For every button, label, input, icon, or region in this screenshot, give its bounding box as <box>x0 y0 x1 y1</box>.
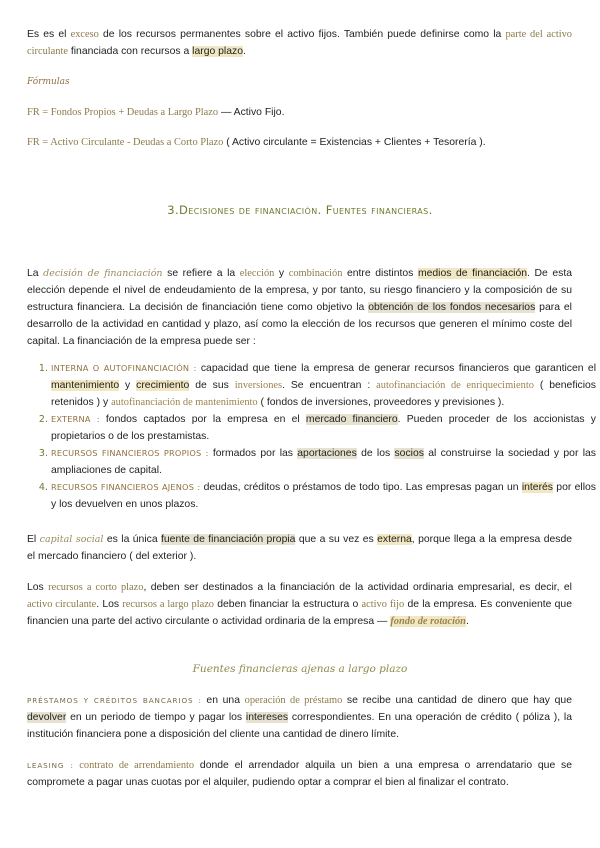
list-item-ajenos: 4. RECURSOS FINANCIEROS AJENOS : deudas, créditos o préstamos de todo tipo. Las empresas pagan un interés por ellos y los devuelven en unos plazos. <box>51 479 596 513</box>
list-item-interna: 1. INTERNA O AUTOFINANCIACIÓN : capacidad que tiene la empresa de generar recursos financieros que garanticen el mantenimiento y crecimiento de sus inversiones. Se encuentran : autofinanciación de enriquecimiento ( beneficios retenidos ) y autofinanciación de mantenimiento ( fondos de inversiones, proveedores y previsiones ). <box>51 360 596 411</box>
list-item-propios: 3. RECURSOS FINANCIEROS PROPIOS : formados por las aportaciones de los socios al construirse la sociedad y por las ampliaciones de capital. <box>51 445 596 479</box>
leasing-paragraph: LEASING : contrato de arrendamiento donde el arrendador alquila un bien a una empresa o arrendatario que se compromete a pagar unas cuotas por el alquiler, pudiendo optar a comprar el bien al finalizar el contrato. <box>27 760 572 788</box>
term-parte-activo: parte del activo circulante <box>27 29 572 57</box>
formula-1: FR = Fondos Propios + Deudas a Largo Plazo — Activo Fijo. <box>27 107 285 118</box>
term-exceso: exceso <box>70 29 99 40</box>
formula-2-expr: FR = Activo Circulante - Deudas a Corto Plazo <box>27 137 224 148</box>
prestamos-paragraph: PRÉSTAMOS Y CRÉDITOS BANCARIOS : en una operación de préstamo se recibe una cantidad de dinero que hay que devolver en un periodo de tiempo y pagar los intereses correspondientes. En una operación de crédito ( póliza ), la institución financiera pone a disposición del cliente una cantidad de dinero límite. <box>27 695 573 740</box>
formula-label: Fórmulas <box>27 77 70 87</box>
decision-paragraph: La decisión de financiación se refiere a la elección y combinación entre distintos medios de financiación. De esta elección depende el nivel de endeudamiento de la empresa, y por tanto, su riesgo financiero y la composición de su estructura financiera. La decisión de financiación tiene como objetivo la obtención de los fondos necesarios para el desarrollo de la actividad en cantidad y plazo, así como la elección de los recursos que generen el mínimo coste del capital. La financiación de la empresa puede ser : <box>27 268 572 347</box>
highlight-largo-plazo: largo plazo <box>192 46 243 57</box>
term-decision-financiacion: decisión de financiación <box>43 268 163 279</box>
list-item-externa: 2. EXTERNA : fondos captados por la empresa en el mercado financiero. Pueden proceder de los accionistas y propietarios o de los prestamistas. <box>51 411 596 445</box>
capital-paragraph: El capital social es la única fuente de financiación propia que a su vez es externa, porque llega a la empresa desde el mercado financiero ( del exterior ). <box>27 534 573 562</box>
intro-paragraph: Es es el exceso de los recursos permanentes sobre el activo fijos. También puede definirse como la parte del activo circulante financiada con recursos a largo plazo. <box>27 29 572 57</box>
formula-2: FR = Activo Circulante - Deudas a Corto Plazo ( Activo circulante = Existencias + Clientes + Tesorería ). <box>27 137 486 148</box>
section-title: 3.Decisiones de financiación. Fuentes financieras. <box>167 203 433 217</box>
recursos-paragraph: Los recursos a corto plazo, deben ser destinados a la financiación de la actividad ordinaria empresarial, es decir, el activo circulante. Los recursos a largo plazo deben financiar la estructura o activo fijo de la empresa. Es conveniente que financien una parte del activo circulante o actividad ordinaria de la empresa — fondo de rotación. <box>27 582 572 627</box>
subheading: Fuentes financieras ajenas a largo plazo <box>192 663 408 675</box>
formula-1-expr: FR = Fondos Propios + Deudas a Largo Plazo <box>27 107 219 118</box>
financing-types-list <box>27 360 596 513</box>
